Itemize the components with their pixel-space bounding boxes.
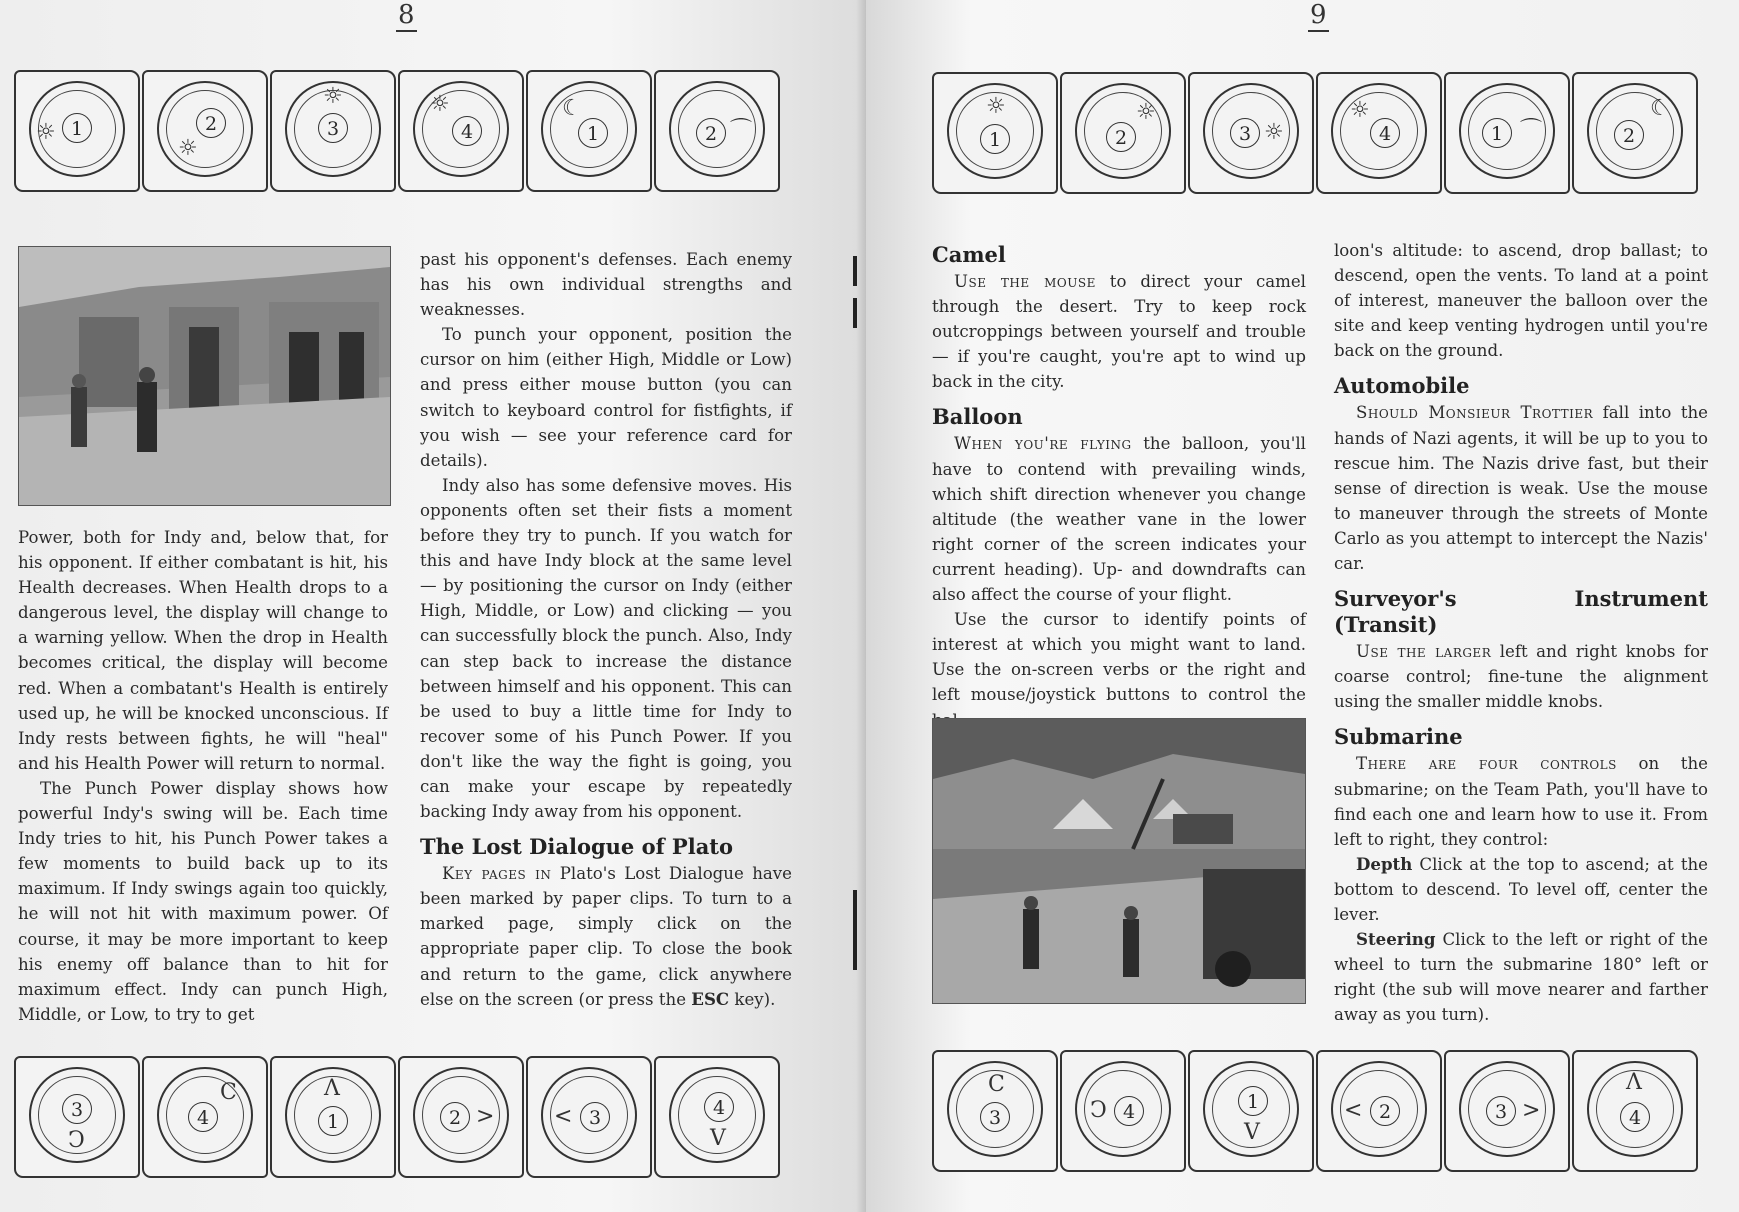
paragraph: Should Monsieur Trottier fall into the hands of Nazi agents, it will be up to you to rescue him. The Nazis drive fast, but their sense of direction is weak. Use the mouse to maneuver through the streets of Monte Carlo as you attempt to intercept the Nazis' car.: [1334, 403, 1708, 574]
code-wheel-tile: [932, 72, 1058, 194]
code-wheel-tile: [398, 1056, 524, 1178]
wheel-number: 3: [580, 1102, 610, 1132]
game-screenshot-fight: [18, 246, 391, 506]
wheel-number: 4: [188, 1102, 218, 1132]
code-wheel-tile: [1444, 1050, 1570, 1172]
sun-icon: ☼: [178, 136, 198, 161]
code-wheel-tile: [14, 1056, 140, 1178]
code-wheel-tile: [1572, 1050, 1698, 1172]
wheel-number: 2: [1370, 1096, 1400, 1126]
control-label: Depth: [1356, 853, 1413, 874]
wheel-number: 1: [980, 124, 1010, 154]
paragraph: Use the larger left and right knobs for coarse control; fine-tune the alignment using the smaller middle knobs.: [1334, 642, 1708, 712]
moon-icon: ☾: [1650, 96, 1670, 121]
section-heading: Camel: [932, 242, 1006, 267]
section-heading: Submarine: [1334, 724, 1463, 750]
crescent-icon: C: [220, 1080, 237, 1105]
code-wheel-tile: [526, 70, 652, 192]
code-wheel-tile: [1316, 72, 1442, 194]
paragraph: past his opponent's defenses. Each enemy has his own individual strengths and weaknesses.: [420, 250, 792, 320]
code-wheel-tile: [1444, 72, 1570, 194]
margin-mark: [853, 298, 857, 328]
arrow-left-icon: <: [554, 1104, 573, 1129]
code-wheel-tile: [932, 1050, 1058, 1172]
crescent-icon: Ↄ: [1090, 1098, 1107, 1123]
right-page: [866, 0, 1739, 1212]
arc-icon: ⌒: [1520, 118, 1543, 143]
sun-icon: ☼: [323, 84, 343, 109]
moon-icon: ☾: [562, 96, 582, 121]
code-wheel-tile: [654, 70, 780, 192]
lead-in: Should Monsieur Trottier: [1356, 403, 1594, 423]
wheel-number: 1: [578, 118, 608, 148]
bottom-code-wheel-row: [14, 1056, 782, 1178]
arrow-down-icon: V: [710, 1126, 726, 1151]
crescent-icon: Ↄ: [68, 1128, 85, 1153]
arrow-down-icon: V: [1244, 1120, 1260, 1145]
right-column-2: [1334, 238, 1708, 1027]
wheel-number: 2: [696, 118, 726, 148]
sun-icon: ☼: [1350, 98, 1370, 123]
right-column-1: [932, 242, 1306, 733]
code-wheel-tile: [1572, 72, 1698, 194]
wheel-number: 3: [1486, 1096, 1516, 1126]
paragraph: To punch your opponent, position the cursor on him (either High, Middle or Low) and press either mouse button (you can switch to keyboard control for fistfights, if you wish — see your reference card for details).: [420, 325, 792, 470]
sun-icon: ☼: [986, 94, 1006, 119]
section-heading: Balloon: [932, 404, 1023, 430]
code-wheel-tile: [1060, 1050, 1186, 1172]
paragraph: Key pages in Plato's Lost Dialogue have been marked by paper clips. To turn to a marked page, simply click on the appropriate paper clip. To close the book and return to the game, click anywhere else on the screen (or press the ESC key).: [420, 864, 793, 1009]
lead-in: Use the mouse: [954, 272, 1096, 291]
wheel-number: 3: [62, 1094, 92, 1124]
sun-icon: ☼: [430, 92, 450, 117]
wheel-number: 2: [1614, 120, 1644, 150]
wheel-number: 4: [1114, 1096, 1144, 1126]
sun-icon: ☼: [1136, 100, 1156, 125]
game-screenshot-dig-site: [932, 718, 1306, 1004]
lead-in: Key pages in: [442, 864, 552, 884]
code-wheel-tile: [654, 1056, 780, 1178]
wheel-number: 4: [1620, 1102, 1650, 1132]
wheel-number: 4: [452, 116, 482, 146]
code-wheel-tile: [142, 1056, 268, 1178]
paragraph: Indy also has some defensive moves. His opponents often set their fists a moment before they try to punch. If you watch for this and have Indy block at the same level — by positioning the cursor on Indy (either High, Middle, or Low) and clicking — you can successfully block the punch. Also, Indy can step back to increase the distance between himself and his opponent. This can be used to buy a little time for Indy to recover some of his Punch Power. If you don't like the way the fight is going, you can make your escape by repeatedly backing Indy away from his opponent.: [420, 475, 792, 822]
code-wheel-tile: [1316, 1050, 1442, 1172]
crescent-icon: C: [988, 1072, 1005, 1097]
page-number: 8: [398, 0, 415, 30]
sun-icon: ☼: [1264, 120, 1284, 145]
arrow-left-icon: <: [1344, 1098, 1363, 1123]
wheel-number: 1: [1482, 118, 1512, 148]
paragraph: Power, both for Indy and, below that, for his opponent. If either combatant is hit, his Health decreases. When Health drops to a dangerous level, the display will change to a warning yellow. When the drop in Health becomes critical, the display will become red. When a combatant's Health is entirely used up, he will be knocked unconscious. If Indy rests between fights, he will "heal" and his Health Power will return to normal.: [18, 528, 388, 773]
lead-in: There are four controls: [1356, 754, 1617, 774]
control-label: Steering: [1356, 929, 1436, 950]
margin-mark: [853, 890, 857, 970]
wheel-number: 1: [1238, 1086, 1268, 1116]
wheel-number: 4: [704, 1092, 734, 1122]
wheel-number: 1: [318, 1106, 348, 1136]
page-number: 9: [1310, 0, 1327, 30]
wheel-number: 3: [318, 113, 348, 143]
arrow-right-icon: >: [476, 1104, 495, 1129]
paragraph: Steering Click to the left or right of the wheel to turn the submarine 180° left or right (the sub will move nearer and farther away as you turn).: [1334, 929, 1708, 1025]
code-wheel-tile: [1060, 72, 1186, 194]
section-heading: Surveyor's Instrument (Transit): [1334, 586, 1708, 638]
key-name: ESC: [691, 988, 730, 1009]
code-wheel-tile: [526, 1056, 652, 1178]
wheel-number: 4: [1370, 118, 1400, 148]
wheel-number: 3: [1230, 118, 1260, 148]
lead-in: When you're flying: [954, 434, 1132, 454]
arrow-right-icon: >: [1522, 1098, 1541, 1123]
paragraph: There are four controls on the submarine; on the Team Path, you'll have to find each one and learn how to use it. From left to right, they control:: [1334, 754, 1708, 849]
bottom-code-wheel-row: [932, 1050, 1700, 1172]
paragraph: Depth Click at the top to ascend; at the bottom to descend. To level off, center the lever.: [1334, 853, 1708, 924]
wheel-number: 1: [62, 113, 92, 143]
code-wheel-tile: [14, 70, 140, 192]
left-page: [0, 0, 866, 1212]
section-heading: The Lost Dialogue of Plato: [420, 834, 734, 860]
wheel-number: 2: [440, 1102, 470, 1132]
left-column-2: [420, 247, 792, 1012]
code-wheel-tile: [270, 70, 396, 192]
top-code-wheel-row: [932, 72, 1700, 194]
arrow-up-icon: Λ: [324, 1076, 340, 1101]
code-wheel-tile: [398, 70, 524, 192]
paragraph: The Punch Power display shows how powerful Indy's swing will be. Each time Indy tries to hit, his Punch Power takes a few moments to build back up to its maximum. If Indy swings again too quickly, he will not hit with maximum power. Of course, it may be more important to keep his enemy off balance than to hit for maximum effect. Indy can punch High, Middle, or Low, to try to get: [18, 778, 388, 1024]
code-wheel-tile: [1188, 1050, 1314, 1172]
lead-in: Use the larger: [1356, 642, 1492, 662]
section-heading: Automobile: [1334, 373, 1470, 399]
left-column-1: [18, 525, 388, 1027]
code-wheel-tile: [142, 70, 268, 192]
paragraph: When you're flying the balloon, you'll have to contend with prevailing winds, which shift direction whenever you change altitude (the weather vane in the lower right corner of the screen indicates your current heading). Up- and downdrafts can also affect the course of your flight.: [932, 434, 1306, 605]
sun-icon: ☼: [36, 120, 56, 145]
paragraph: loon's altitude: to ascend, drop ballast; to descend, open the vents. To land at a point of interest, maneuver the balloon over the site and keep venting hydrogen until you're back on the ground.: [1334, 241, 1708, 361]
wheel-number: 2: [196, 108, 226, 138]
code-wheel-tile: [270, 1056, 396, 1178]
wheel-number: 2: [1106, 122, 1136, 152]
arrow-up-icon: Λ: [1626, 1070, 1642, 1095]
paragraph: Use the cursor to identify points of interest at which you might want to land. Use the on-screen verbs or the right and left mouse/joystick buttons to control the: [932, 610, 1306, 705]
paragraph: Use the mouse to direct your camel through the desert. Try to keep rock outcroppings between yourself and trouble — if you're caught, you're apt to wind up back in the city.: [932, 272, 1306, 392]
code-wheel-tile: [1188, 72, 1314, 194]
arc-icon: ⌒: [730, 118, 753, 143]
margin-mark: [853, 256, 857, 286]
wheel-number: 3: [980, 1102, 1010, 1132]
top-code-wheel-row: [14, 70, 782, 192]
